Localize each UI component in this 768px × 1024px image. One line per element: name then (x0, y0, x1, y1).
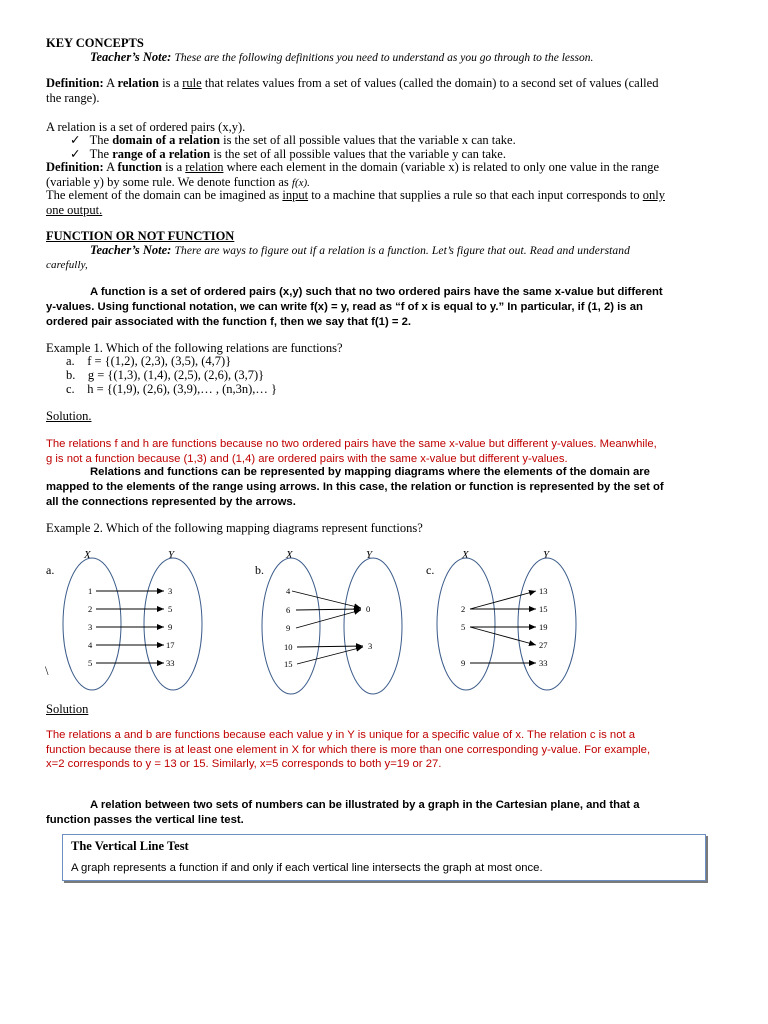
diagram-c-arrow-4 (470, 627, 536, 645)
diagram-a-domain-5: 5 (88, 658, 93, 668)
diagram-a-range-oval (144, 558, 202, 690)
solution2-red-line1: The relations a and b are functions because each value y in Y is unique for a specific value of x. The relation c is not a (46, 729, 636, 741)
text-fragment: The (89, 133, 110, 147)
definition-relation-line1 (46, 76, 726, 92)
diagram-c-range-15: 15 (539, 604, 548, 614)
diagram-c-range-19: 19 (539, 622, 548, 632)
one-output-text: one output. (46, 203, 103, 217)
function-def-bold-line1: A function is a set of ordered pairs (x,y) such that no two ordered pairs have the same x-value but different (90, 286, 663, 298)
key-concepts-heading: KEY CONCEPTS (46, 36, 144, 50)
text-fragment: The element of the domain can be imagined as (46, 188, 280, 202)
diagram-b-letter: b. (255, 563, 264, 577)
list-marker: c. (66, 382, 75, 396)
only-word: only (642, 188, 665, 202)
diagram-b-range-oval (344, 558, 402, 694)
term-relation: relation (117, 76, 159, 90)
diagram-a-domain-4: 4 (88, 640, 93, 650)
diagram-c-domain-2: 2 (461, 604, 466, 614)
diagram-b-range-3: 3 (368, 641, 373, 651)
definition-function-line3 (46, 188, 665, 204)
diagram-c-letter: c. (426, 563, 435, 577)
function-or-not-heading: FUNCTION OR NOT FUNCTION (46, 229, 235, 243)
teacher-note-1 (90, 50, 593, 67)
teacher-note-2 (90, 243, 630, 260)
function-def-bold-line2: y-values. Using functional notation, we can write f(x) = y, read as “f of x is equal to y.” In particular, if (1, 2) is an (46, 301, 643, 313)
text-fragment: A (106, 76, 115, 90)
diagram-a-x-label: X (84, 549, 91, 561)
definition-function-line1 (46, 160, 659, 176)
diagram-c-y-label: Y (543, 549, 550, 561)
graph-para-line1: A relation between two sets of numbers can be illustrated by a graph in the Cartesian plane, and that a (90, 799, 640, 811)
text-fragment: A (106, 160, 115, 174)
diagram-a-range-5: 33 (166, 658, 175, 668)
vertical-line-test-text: A graph represents a function if and only if each vertical line intersects the graph at most once. (71, 862, 543, 874)
solution2-label: Solution (46, 702, 89, 716)
diagram-c-x-label: X (462, 549, 469, 561)
list-marker: a. (66, 354, 75, 368)
diagram-b-arrow-1 (292, 591, 361, 608)
diagram-c-range-33: 33 (539, 658, 548, 668)
vertical-line-test-box (62, 834, 706, 881)
definition-label: Definition: (46, 160, 104, 174)
text-fragment: is the set of all possible values that the variable y can take. (213, 147, 506, 161)
example2-question: Example 2. Which of the following mapping diagrams represent functions? (46, 521, 423, 535)
diagram-a-range-4: 17 (166, 640, 175, 650)
input-word: input (282, 188, 309, 202)
diagram-a-domain-3: 3 (88, 622, 93, 632)
diagram-c-domain-9: 9 (461, 658, 466, 668)
diagram-a-letter: a. (46, 563, 55, 577)
ordered-pairs-intro: A relation is a set of ordered pairs (x,y). (46, 120, 246, 134)
relation-word: relation (185, 160, 224, 174)
checkmark-icon: ✓ (70, 147, 81, 161)
list-marker: b. (66, 368, 76, 382)
diagram-c-arrow-1 (470, 591, 536, 609)
diagram-a-y-label: Y (168, 549, 175, 561)
teacher-note-text: These are the following definitions you need to understand as you go through to the lesson. (174, 52, 594, 64)
diagram-b-domain-oval (262, 558, 320, 694)
solution2-red-line2: function because there is at least one element in X for which there is more than one corresponding y-value. For example, (46, 744, 651, 756)
example1-item-c (66, 382, 277, 398)
diagram-a-domain-2: 2 (88, 604, 93, 614)
diagram-b-arrow-2 (296, 609, 361, 610)
diagram-c-domain-oval (437, 558, 495, 690)
diagram-c-range-27: 27 (539, 640, 548, 650)
text-fragment: that relates values from a set of values (called the domain) to a second set of values (called (204, 76, 659, 90)
term-domain: domain of a relation (112, 133, 220, 147)
solution2-red-line3: x=2 corresponds to y = 13 or 15. Similarly, x=5 corresponds to both y=19 or 27. (46, 758, 442, 770)
example1-question: Example 1. Which of the following relations are functions? (46, 341, 343, 355)
diagram-a-range-3: 9 (168, 622, 173, 632)
checkmark-icon: ✓ (70, 133, 81, 147)
definition-relation-line2: the range). (46, 91, 100, 105)
teacher-note-2-cont: carefully, (46, 259, 88, 271)
graph-para-line2: function passes the vertical line test. (46, 814, 244, 826)
diagram-a-range-2: 5 (168, 604, 173, 614)
teacher-note-label: Teacher’s Note: (90, 50, 172, 64)
diagram-b-domain-4: 4 (286, 586, 291, 596)
mapping-bold-line3: all the connections represented by the arrows. (46, 496, 296, 508)
diagram-b-arrow-5 (297, 647, 363, 664)
solution1-red-line1: The relations f and h are functions because no two ordered pairs have the same x-value but different y-values. Meanwhile, (46, 438, 657, 450)
list-item-text: g = {(1,3), (1,4), (2,5), (2,6), (3,7)} (87, 368, 265, 382)
diagram-b-x-label: X (286, 549, 293, 561)
text-fragment: The (89, 147, 110, 161)
teacher-note-text: There are ways to figure out if a relation is a function. Let’s figure that out. Read and understand (174, 245, 630, 257)
diagram-b-domain-9: 9 (286, 623, 291, 633)
diagram-a-domain-1: 1 (88, 586, 93, 596)
diagram-b-arrow-3 (296, 610, 361, 628)
diagram-b-domain-15: 15 (284, 659, 293, 669)
list-item-text: f = {(1,2), (2,3), (3,5), (4,7)} (87, 354, 232, 368)
diagram-b-domain-10: 10 (284, 642, 293, 652)
definition-label: Definition: (46, 76, 104, 90)
text-fragment: is a (165, 160, 183, 174)
diagram-b-range-0: 0 (366, 604, 371, 614)
fx-notation: f(x). (291, 177, 310, 189)
teacher-note-label: Teacher’s Note: (90, 243, 172, 257)
term-range: range of a relation (112, 147, 211, 161)
stray-backslash: \ (45, 664, 49, 678)
term-function: function (117, 160, 162, 174)
solution1-label: Solution. (46, 409, 92, 423)
text-fragment: is a (162, 76, 180, 90)
mapping-diagrams (0, 540, 768, 700)
diagram-b-domain-6: 6 (286, 605, 291, 615)
diagram-b-arrow-4 (297, 646, 363, 647)
mapping-bold-line2: mapped to the elements of the range using arrows. In this case, the relation or function is represented by the set of (46, 481, 664, 493)
text-fragment: (variable y) by some rule. We denote function as (46, 175, 289, 189)
mapping-bold-line1: Relations and functions can be represented by mapping diagrams where the elements of the domain are (90, 466, 650, 478)
diagram-b-y-label: Y (366, 549, 373, 561)
text-fragment: is the set of all possible values that the variable x can take. (223, 133, 516, 147)
diagram-a-range-1: 3 (168, 586, 173, 596)
list-item-text: h = {(1,9), (2,6), (3,9),… , (n,3n),… } (87, 382, 278, 396)
rule-word: rule (182, 76, 202, 90)
vertical-line-test-title: The Vertical Line Test (71, 839, 189, 853)
diagram-c-range-13: 13 (539, 586, 548, 596)
text-fragment: where each element in the domain (variable x) is related to only one value in the range (226, 160, 660, 174)
diagram-c-domain-5: 5 (461, 622, 466, 632)
function-def-bold-line3: ordered pair associated with the function f, then we say that f(1) = 2. (46, 316, 412, 328)
solution1-red-line2: g is not a function because (1,3) and (1,4) are ordered pairs with the same x-value but different y-values. (46, 453, 568, 465)
text-fragment: to a machine that supplies a rule so that each input corresponds to (311, 188, 640, 202)
